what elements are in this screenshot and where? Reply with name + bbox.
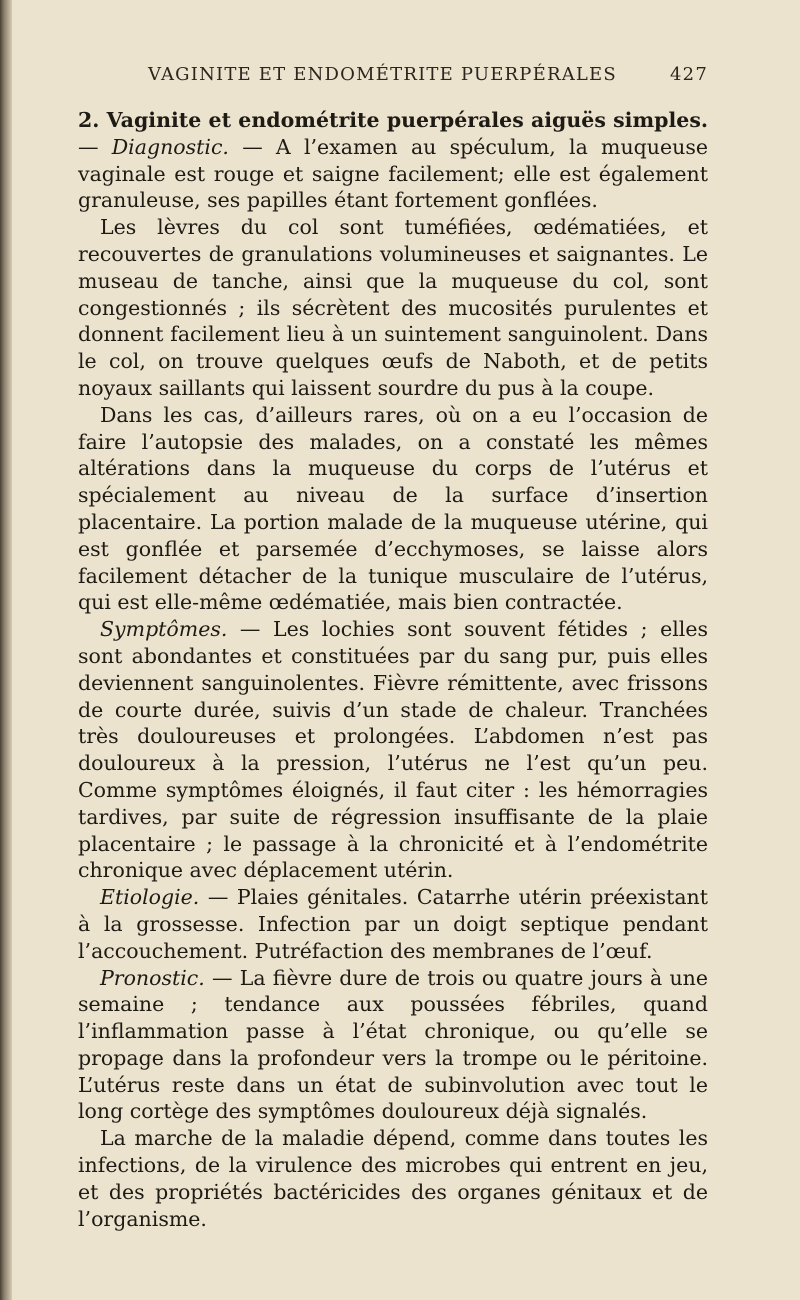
body-text (78, 107, 708, 1232)
paragraph-etiology (78, 884, 708, 964)
paragraph-text: La marche de la maladie dépend, comme dans toutes les infections, de la virulence des microbes qui entrent en jeu, et des propriétés bactéricides des organes génitaux et de l’organisme. (78, 1126, 708, 1231)
book-spine-shadow (0, 0, 12, 1300)
paragraph-text: Les lèvres du col sont tuméfiées, œdématiées, et recouvertes de granulations volumineuses et saignantes. Le museau de tanche, ainsi que la muqueuse du col, sont congestionnés ; ils sécrètent des mucosités purulentes et donnent facilement lieu à un suintement sanguinolent. Dans le col, on trouve quelques œufs de Naboth, et de petits noyaux saillants qui laissent sourdre du pus à la coupe. (78, 215, 708, 400)
running-header (78, 64, 708, 85)
paragraph-text: — Les lochies sont souvent fétides ; elles sont abondantes et constituées par du sang pur, puis elles deviennent sanguinolentes. Fièvre rémittente, avec frissons de courte durée, suivis d’un stade de chaleur. Tranchées très douloureuses et prolongées. L’abdomen n’est pas douloureux à la pression, l’utérus ne l’est qu’un peu. Comme symptômes éloignés, il faut citer : les hémorragies tardives, par suite de régression insuffisante de la plaie placentaire ; le passage à la chronicité et à l’endométrite chronique avec déplacement utérin. (78, 617, 708, 883)
paragraph-prognosis (78, 965, 708, 1126)
paragraph-text: Dans les cas, d’ailleurs rares, où on a eu l’occasion de faire l’autopsie des malades, on a constaté les mêmes altérations dans la muqueuse du corps de l’utérus et spécialement au niveau de la surface d’insertion placentaire. La portion malade de la muqueuse utérine, qui est gonflée et parsemée d’ecchymoses, se laisse alors facilement détacher de la tunique musculaire de l’utérus, qui est elle-même œdématiée, mais bien contractée. (78, 402, 708, 615)
paragraph-symptoms (78, 616, 708, 884)
paragraph-cervix (78, 214, 708, 402)
paragraph-text: — La fièvre dure de trois ou quatre jours à une semaine ; tendance aux poussées fébriles, quand l’inflammation passe à l’état chronique, ou qu’elle se propage dans la profondeur vers la trompe ou le péritoine. L’utérus reste dans un état de subinvolution avec tout le long cortège des symptômes douloureux déjà signalés. (78, 965, 708, 1124)
page-number: 427 (670, 64, 708, 85)
paragraph-lead: Symptômes. (100, 617, 228, 642)
paragraph-autopsy (78, 402, 708, 616)
paragraph-diagnostic: 2. Vaginite et endométrite puerpérales aiguës simples. — Diagnostic. — A l’examen au spéculum, la muqueuse vaginale est rouge et saigne facilement; elle est également granuleuse, ses papilles étant fortement gonflées. (78, 108, 708, 213)
paragraph-lead: Diagnostic. (111, 134, 229, 159)
book-page (78, 64, 708, 1232)
running-title: VAGINITE ET ENDOMÉTRITE PUERPÉRALES (148, 64, 617, 85)
paragraph-lead: Etiologie. (100, 885, 200, 910)
section-title: 2. Vaginite et endométrite puerpérales aiguës simples. (78, 108, 708, 132)
paragraph-course (78, 1125, 708, 1232)
paragraph-text: — Plaies génitales. Catarrhe utérin préexistant à la grossesse. Infection par un doigt septique pendant l’accouchement. Putréfaction des membranes de l’œuf. (78, 885, 708, 963)
paragraph-lead: Pronostic. (100, 965, 205, 990)
paragraph-text: — A l’examen au spéculum, la muqueuse vaginale est rouge et saigne facilement; elle est également granuleuse, ses papilles étant fortement gonflées. (78, 134, 708, 213)
